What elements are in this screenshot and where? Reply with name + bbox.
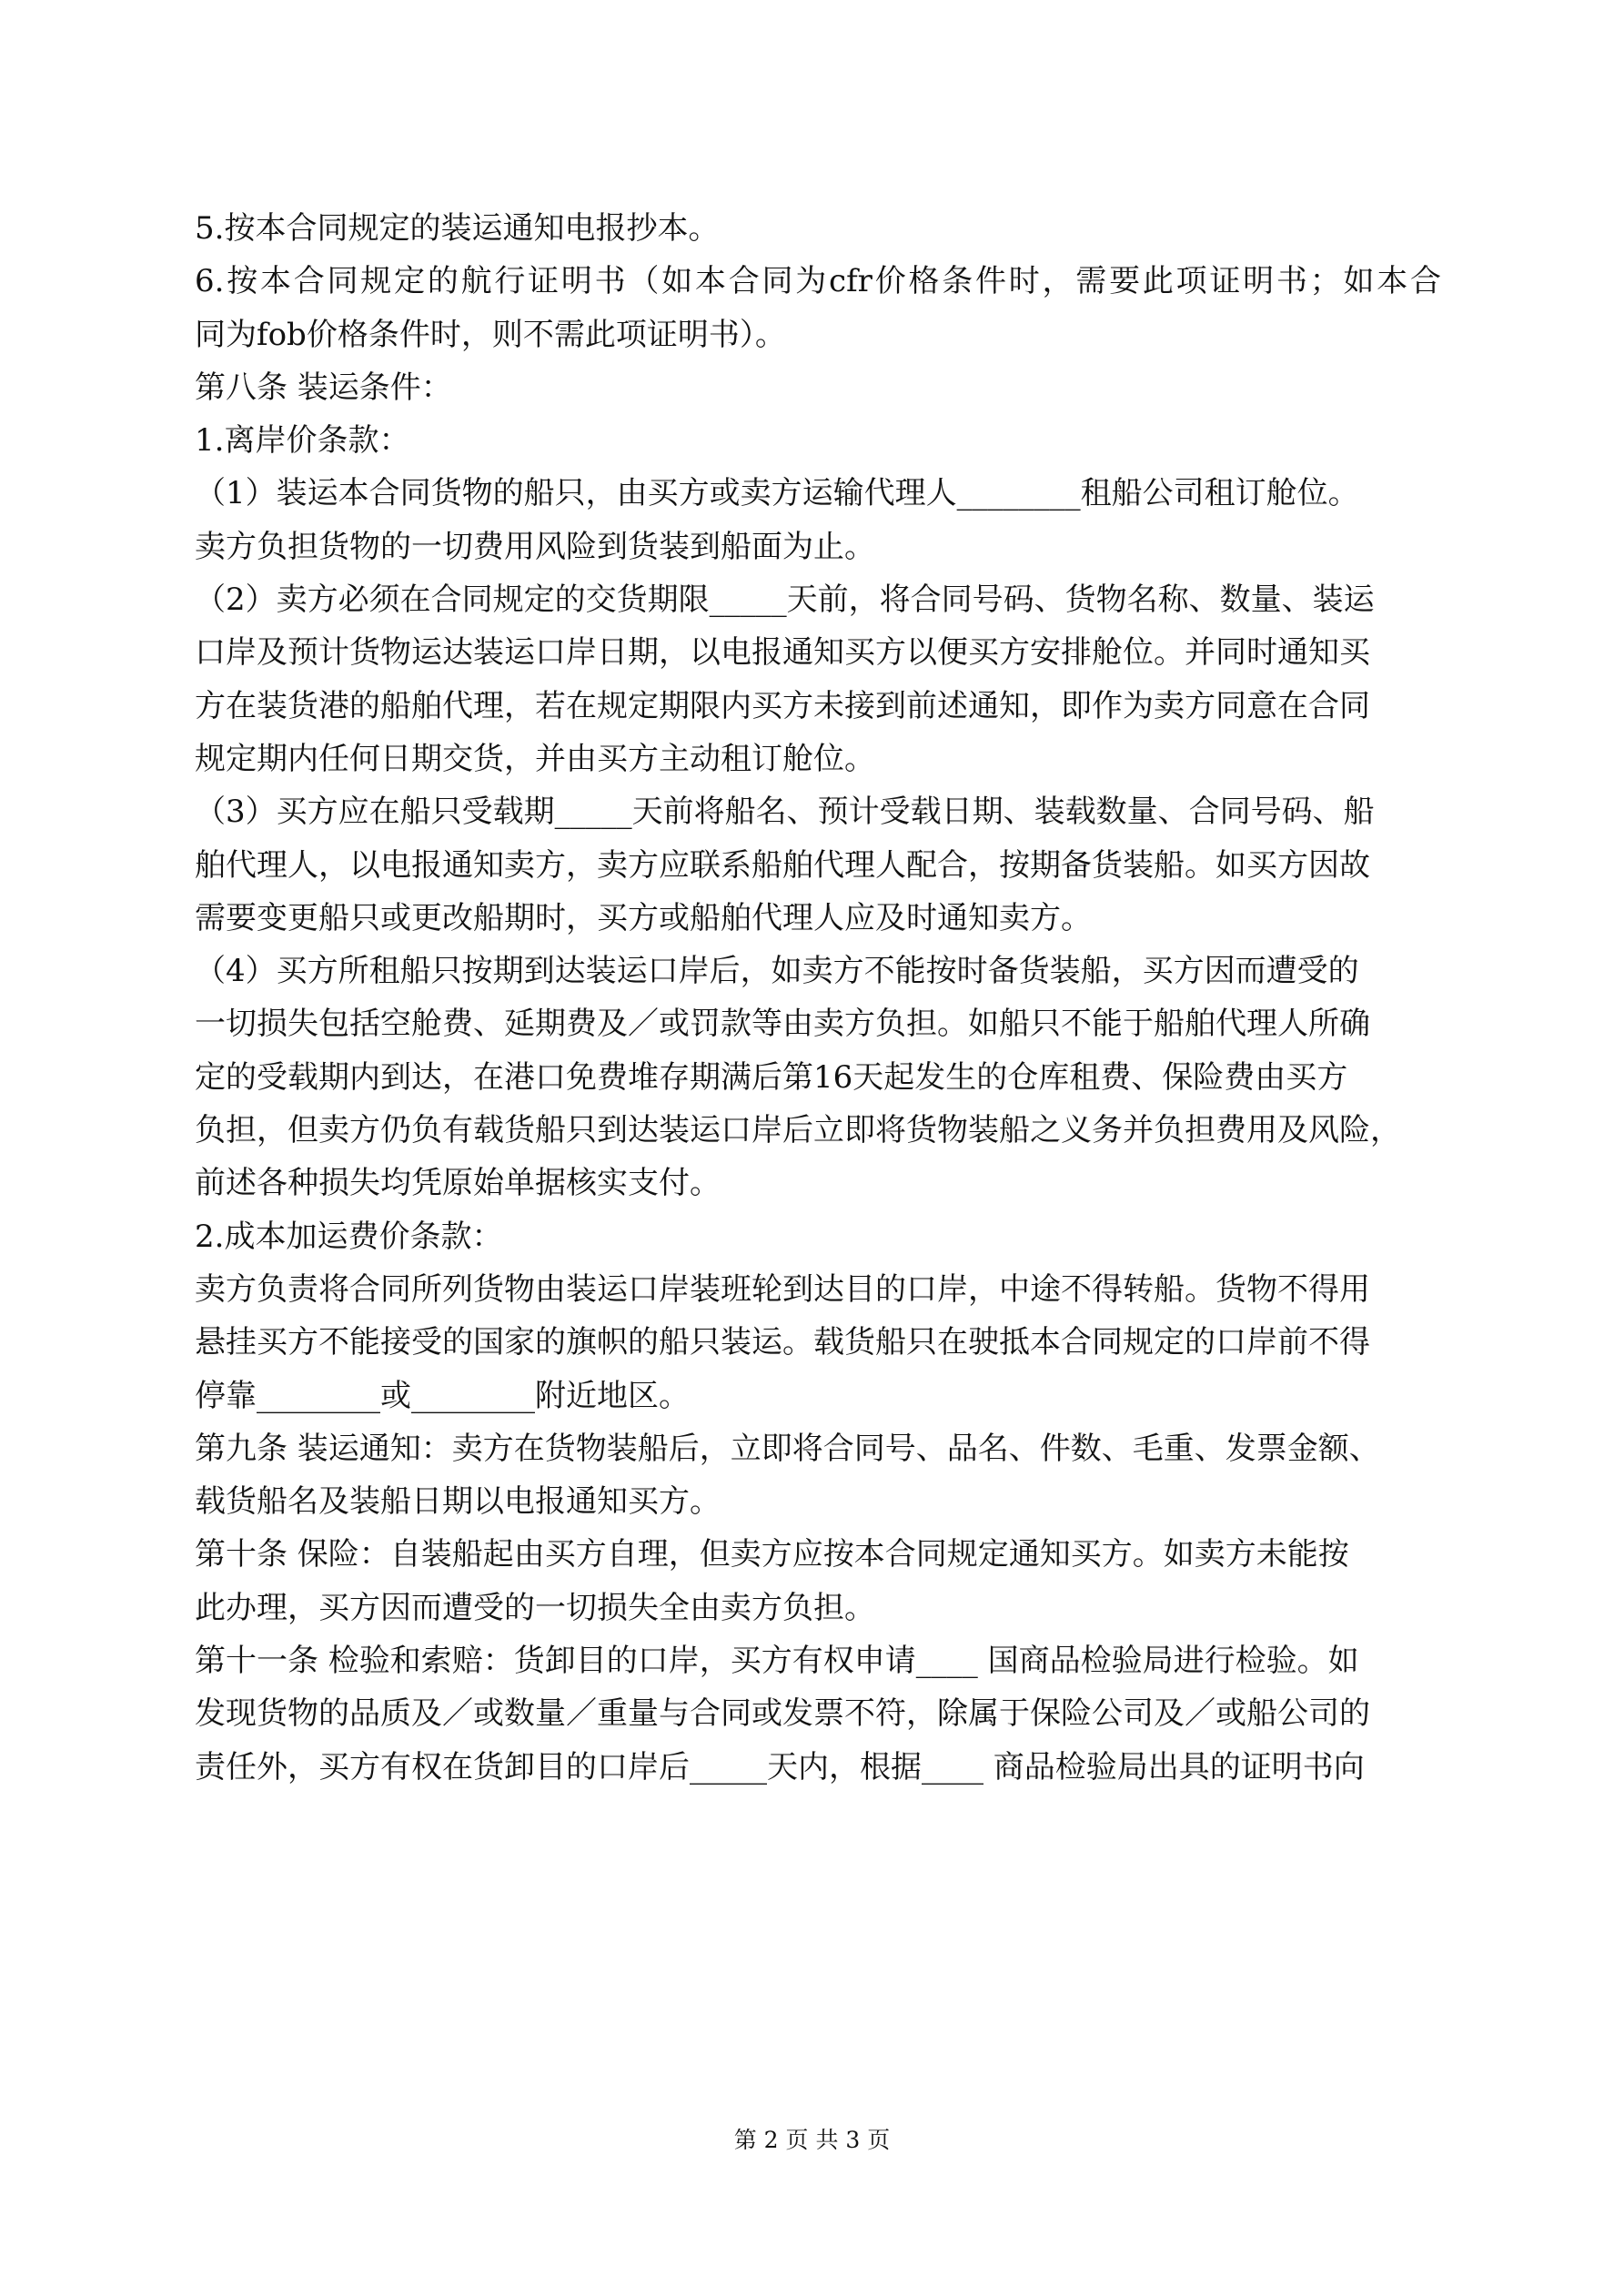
section-heading: 第十一条 检验和索赔：货卸目的口岸，买方有权申请____ 国商品检验局进行检验。如 bbox=[195, 1643, 1359, 1680]
page-number-footer: 第 2 页 共 3 页 bbox=[733, 2127, 891, 2153]
text-line: 口岸及预计货物运达装运口岸日期，以电报通知买方以便买方安排舱位。并同时通知买 bbox=[195, 634, 1370, 672]
text-line: 一切损失包括空舱费、延期费及／或罚款等由卖方负担。如船只不能于船舶代理人所确 bbox=[195, 1006, 1370, 1043]
text-line: 5.按本合同规定的装运通知电报抄本。 bbox=[195, 210, 720, 247]
text-line: （4）买方所租船只按期到达装运口岸后，如卖方不能按时备货装船，买方因而遭受的 bbox=[195, 953, 1359, 990]
text-line: 停靠________或________附近地区。 bbox=[195, 1377, 690, 1414]
text-line: 卖方负担货物的一切费用风险到货装到船面为止。 bbox=[195, 528, 875, 565]
text-line: 责任外，买方有权在货卸目的口岸后_____天内，根据____ 商品检验局出具的证明书向 bbox=[195, 1748, 1365, 1785]
text-line: 定的受载期内到达，在港口免费堆存期满后第16天起发生的仓库租费、保险费由买方 bbox=[195, 1058, 1348, 1096]
text-line: （3）买方应在船只受载期_____天前将船名、预计受载日期、装载数量、合同号码、船 bbox=[195, 794, 1375, 831]
section-heading: 第九条 装运通知：卖方在货物装船后，立即将合同号、品名、件数、毛重、发票金额、 bbox=[195, 1430, 1380, 1467]
text-line: 卖方负责将合同所列货物由装运口岸装班轮到达目的口岸，中途不得转船。货物不得用 bbox=[195, 1270, 1370, 1308]
text-line: 同为fob价格条件时，则不需此项证明书）。 bbox=[195, 316, 786, 353]
text-line: 规定期内任何日期交货，并由买方主动租订舱位。 bbox=[195, 740, 875, 777]
document-body bbox=[195, 202, 1441, 1794]
text-line: 前述各种损失均凭原始单据核实支付。 bbox=[195, 1165, 721, 1202]
text-line: 负担，但卖方仍负有载货船只到达装运口岸后立即将货物装船之义务并负担费用及风险， bbox=[195, 1112, 1401, 1149]
text-line: 方在装货港的船舶代理，若在规定期限内买方未接到前述通知，即作为卖方同意在合同 bbox=[195, 687, 1370, 724]
text-line: 载货船名及装船日期以电报通知买方。 bbox=[195, 1483, 721, 1521]
text-line: 发现货物的品质及／或数量／重量与合同或发票不符，除属于保险公司及／或船公司的 bbox=[195, 1695, 1370, 1733]
text-line: 舶代理人，以电报通知卖方，卖方应联系船舶代理人配合，按期备货装船。如买方因故 bbox=[195, 846, 1370, 884]
text-line: （1）装运本合同货物的船只，由买方或卖方运输代理人________租船公司租订舱位。 bbox=[195, 475, 1359, 512]
text-line: 1.离岸价条款： bbox=[195, 422, 410, 460]
text-line: 2.成本加运费价条款： bbox=[195, 1218, 503, 1255]
text-line: 此办理，买方因而遭受的一切损失全由卖方负担。 bbox=[195, 1589, 875, 1626]
section-heading: 第十条 保险：自装船起由买方自理，但卖方应按本合同规定通知买方。如卖方未能按 bbox=[195, 1536, 1349, 1573]
section-heading: 第八条 装运条件： bbox=[195, 369, 452, 406]
text-line: （2）卖方必须在合同规定的交货期限_____天前，将合同号码、货物名称、数量、装运 bbox=[195, 582, 1375, 619]
text-line: 6.按本合同规定的航行证明书（如本合同为cfr价格条件时，需要此项证明书；如本合 bbox=[195, 263, 1441, 300]
text-line: 悬挂买方不能接受的国家的旗帜的船只装运。载货船只在驶抵本合同规定的口岸前不得 bbox=[195, 1324, 1370, 1361]
text-line: 需要变更船只或更改船期时，买方或船舶代理人应及时通知卖方。 bbox=[195, 899, 1092, 936]
